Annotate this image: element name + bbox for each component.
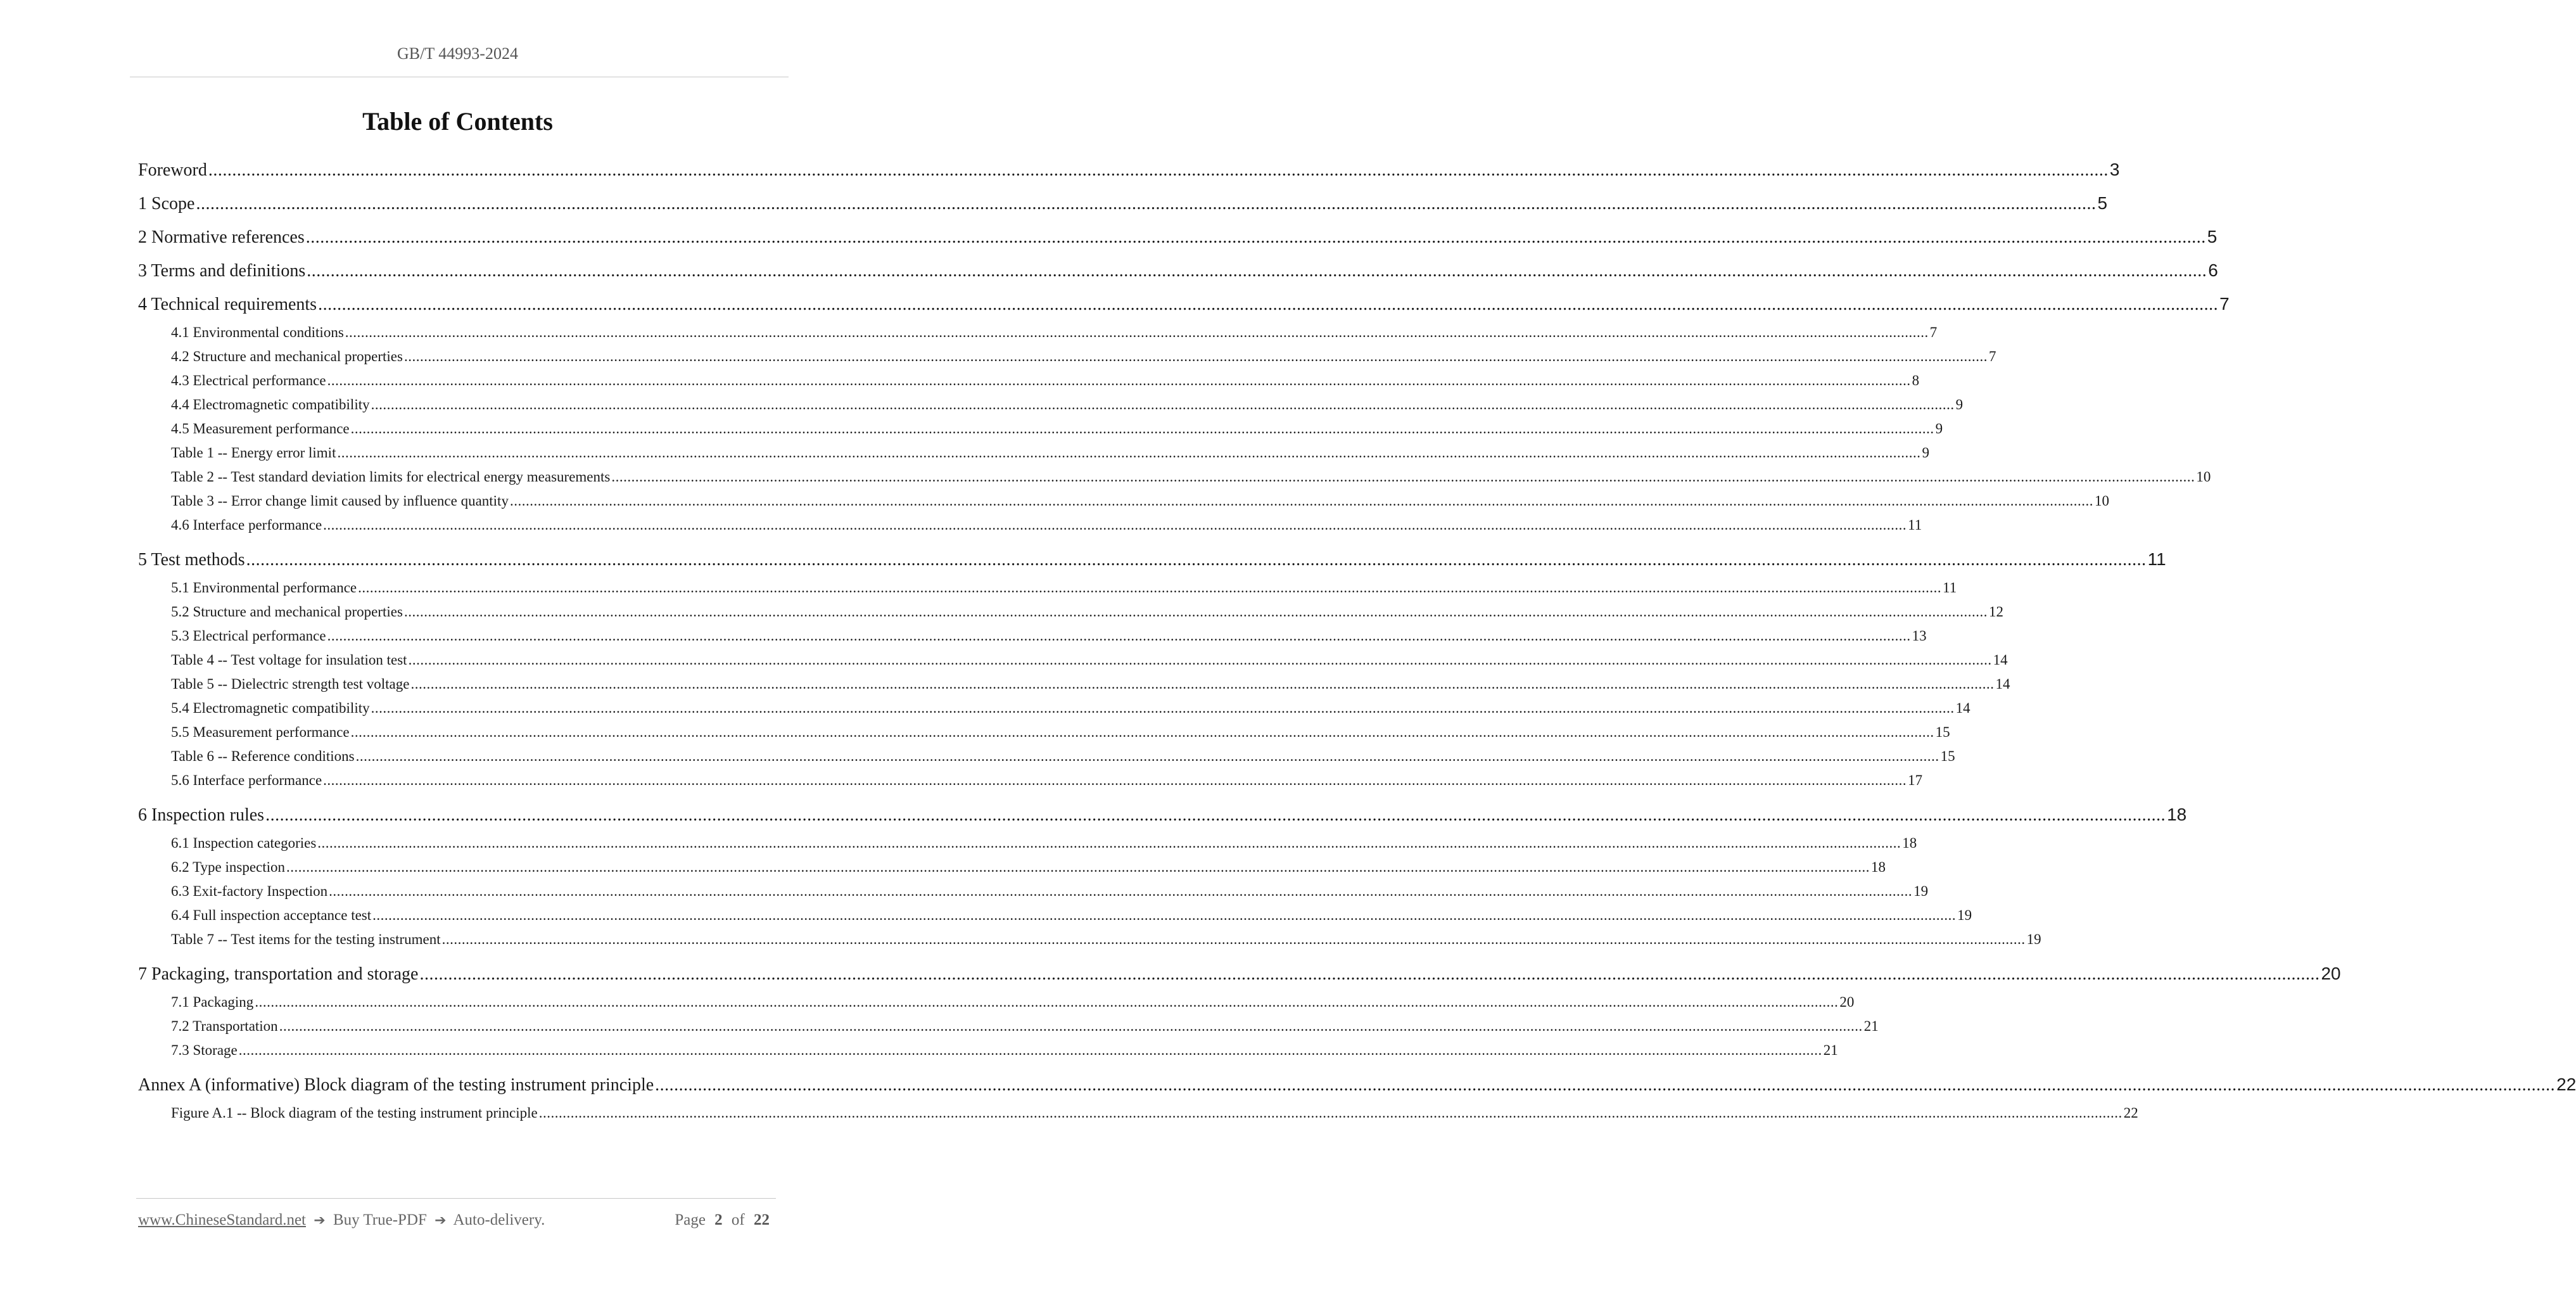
toc-page-number: 14 — [1995, 676, 2010, 692]
toc-entry-label: 7.3 Storage — [171, 1042, 238, 1058]
dot-leader: ................................................................................................................................................................................................................................................................................................................................................................................................................ — [329, 883, 1913, 899]
toc-page-number: 17 — [1908, 772, 1923, 788]
toc-entry-label: 6 Inspection rules — [138, 805, 265, 825]
toc-page-number: 22 — [2123, 1105, 2138, 1121]
dot-leader: ................................................................................................................................................................................................................................................................................................................................................................................................................ — [408, 652, 1992, 668]
footer-divider — [136, 1198, 776, 1199]
toc-entry-label: 5 Test methods — [138, 550, 245, 570]
toc-entry-label: 3 Terms and definitions — [138, 261, 306, 281]
toc-section-entry[interactable] — [138, 1069, 2576, 1102]
toc-subsection-entry[interactable] — [138, 698, 1970, 722]
toc-subsection-entry[interactable] — [138, 1102, 2138, 1126]
toc-entry-label: 4.5 Measurement performance — [171, 421, 350, 437]
toc-page-number: 15 — [1935, 724, 1950, 740]
dot-leader: ................................................................................................................................................................................................................................................................................................................................................................................................................ — [286, 859, 1870, 875]
dot-leader: ................................................................................................................................................................................................................................................................................................................................................................................................................ — [509, 493, 2093, 509]
dot-leader: ................................................................................................................................................................................................................................................................................................................................................................................................................ — [410, 676, 1995, 692]
toc-page-number: 7 — [2219, 294, 2230, 314]
toc-subsection-entry[interactable] — [138, 1016, 1879, 1040]
toc-page-number: 18 — [1871, 859, 1886, 875]
dot-leader: ................................................................................................................................................................................................................................................................................................................................................................................................................ — [345, 324, 1929, 340]
toc-page-number: 19 — [1913, 883, 1929, 899]
toc-entry-label: 4.1 Environmental conditions — [171, 324, 344, 340]
toc-subsection-entry[interactable] — [138, 649, 2008, 673]
dot-leader: ................................................................................................................................................................................................................................................................................................................................................................................................................ — [372, 907, 1957, 923]
dot-leader: ................................................................................................................................................................................................................................................................................................................................................................................................................ — [358, 580, 1942, 596]
toc-page-number: 22 — [2556, 1075, 2576, 1094]
toc-page-number: 20 — [2321, 964, 2341, 983]
toc-entry-label: 5.1 Environmental performance — [171, 580, 357, 596]
toc-section-entry[interactable] — [138, 799, 2187, 832]
dot-leader: ................................................................................................................................................................................................................................................................................................................................................................................................................ — [279, 1018, 1863, 1034]
dot-leader: ................................................................................................................................................................................................................................................................................................................................................................................................................ — [419, 964, 2320, 984]
dot-leader: ................................................................................................................................................................................................................................................................................................................................................................................................................ — [337, 445, 1921, 461]
toc-entry-label: Figure A.1 -- Block diagram of the testing instrument principle — [171, 1105, 538, 1121]
toc-section-entry[interactable] — [138, 255, 2218, 288]
toc-entry-label: 5.6 Interface performance — [171, 772, 322, 788]
toc-entry-label: 7 Packaging, transportation and storage — [138, 964, 419, 984]
toc-page-number: 9 — [1955, 397, 1964, 412]
toc-subsection-entry[interactable] — [138, 577, 1957, 601]
dot-leader: ................................................................................................................................................................................................................................................................................................................................................................................................................ — [371, 700, 1955, 716]
toc-subsection-entry[interactable] — [138, 992, 1855, 1016]
toc-page-number: 14 — [1955, 700, 1970, 716]
toc-subsection-entry[interactable] — [138, 722, 1950, 746]
toc-entry-label: 6.3 Exit-factory Inspection — [171, 883, 328, 899]
dot-leader: ................................................................................................................................................................................................................................................................................................................................................................................................................ — [265, 805, 2166, 825]
toc-entry-label: Table 4 -- Test voltage for insulation test — [171, 652, 407, 668]
auto-delivery-text: Auto-delivery. — [453, 1211, 545, 1228]
toc-subsection-entry[interactable] — [138, 442, 1929, 466]
toc-entry-label: 6.4 Full inspection acceptance test — [171, 907, 372, 923]
toc-section-entry[interactable] — [138, 221, 2218, 255]
dot-leader: ................................................................................................................................................................................................................................................................................................................................................................................................................ — [318, 295, 2219, 314]
page-word: Page — [675, 1211, 706, 1228]
toc-subsection-entry[interactable] — [138, 322, 1938, 346]
dot-leader: ................................................................................................................................................................................................................................................................................................................................................................................................................ — [403, 604, 1988, 620]
toc-entry-label: 5.3 Electrical performance — [171, 628, 326, 644]
toc-page-number: 15 — [1940, 748, 1955, 764]
toc-entry-label: 1 Scope — [138, 194, 195, 214]
toc-page-number: 19 — [2026, 931, 2041, 947]
toc-subsection-entry[interactable] — [138, 881, 1929, 905]
toc-entry-label: 4.6 Interface performance — [171, 517, 322, 533]
toc-page-number: 5 — [2207, 227, 2218, 246]
toc-subsection-entry[interactable] — [138, 746, 1955, 770]
dot-leader: ................................................................................................................................................................................................................................................................................................................................................................................................................ — [317, 835, 1901, 851]
toc-entry-label: Table 2 -- Test standard deviation limits for electrical energy measurements — [171, 469, 611, 485]
page-footer — [138, 1211, 775, 1229]
toc-entry-label: Table 5 -- Dielectric strength test voltage — [171, 676, 410, 692]
toc-section-entry[interactable] — [138, 288, 2230, 322]
toc-entry-label: 6.1 Inspection categories — [171, 835, 317, 851]
dot-leader: ................................................................................................................................................................................................................................................................................................................................................................................................................ — [611, 469, 2195, 485]
toc-section-entry[interactable] — [138, 188, 2108, 221]
toc-page-number: 5 — [2097, 193, 2108, 213]
toc-subsection-entry[interactable] — [138, 625, 1927, 649]
dot-leader: ................................................................................................................................................................................................................................................................................................................................................................................................................ — [238, 1042, 1822, 1058]
toc-page-number: 8 — [1912, 373, 1920, 388]
dot-leader: ................................................................................................................................................................................................................................................................................................................................................................................................................ — [323, 517, 1907, 533]
toc-title: Table of Contents — [362, 107, 553, 136]
toc-section-entry[interactable] — [138, 544, 2166, 577]
toc-page-number: 3 — [2109, 160, 2120, 179]
toc-entry-label: 5.4 Electromagnetic compatibility — [171, 700, 370, 716]
dot-leader: ................................................................................................................................................................................................................................................................................................................................................................................................................ — [196, 194, 2097, 214]
dot-leader: ................................................................................................................................................................................................................................................................................................................................................................................................................ — [246, 550, 2147, 570]
toc-entry-label: 6.2 Type inspection — [171, 859, 286, 875]
toc-entry-label: Annex A (informative) Block diagram of the testing instrument principle — [138, 1075, 654, 1095]
toc-section-entry[interactable] — [138, 958, 2341, 992]
toc-page-number: 11 — [2147, 549, 2166, 569]
dot-leader: ................................................................................................................................................................................................................................................................................................................................................................................................................ — [350, 724, 1934, 740]
toc-subsection-entry[interactable] — [138, 394, 1964, 418]
toc-subsection-entry[interactable] — [138, 418, 1943, 442]
toc-subsection-entry[interactable] — [138, 601, 2003, 625]
toc-entry-label: 4.2 Structure and mechanical properties — [171, 348, 403, 364]
toc-page-number: 18 — [1902, 835, 1917, 851]
toc-subsection-entry[interactable] — [138, 370, 1920, 394]
toc-page-number: 9 — [1922, 445, 1929, 461]
toc-page-number: 12 — [1988, 604, 2003, 620]
dot-leader: ................................................................................................................................................................................................................................................................................................................................................................................................................ — [355, 748, 1939, 764]
toc-entry-label: 4 Technical requirements — [138, 295, 317, 314]
dot-leader: ................................................................................................................................................................................................................................................................................................................................................................................................................ — [441, 931, 2026, 947]
toc-page-number: 11 — [1908, 517, 1922, 533]
document-header-id: GB/T 44993-2024 — [397, 44, 518, 63]
toc-entry-label: 4.4 Electromagnetic compatibility — [171, 397, 370, 412]
toc-page-number: 10 — [2196, 469, 2211, 485]
toc-entry-label: 4.3 Electrical performance — [171, 373, 326, 388]
dot-leader: ................................................................................................................................................................................................................................................................................................................................................................................................................ — [538, 1105, 2122, 1121]
toc-entry-label: Foreword — [138, 160, 207, 180]
toc-entry-label: 5.5 Measurement performance — [171, 724, 350, 740]
dot-leader: ................................................................................................................................................................................................................................................................................................................................................................................................................ — [371, 397, 1955, 412]
arrow-right-icon: ➔ — [435, 1213, 447, 1228]
toc-section-entry[interactable] — [138, 154, 2120, 188]
page-indicator — [675, 1211, 775, 1229]
toc-subsection-entry[interactable] — [138, 673, 2010, 698]
toc-entry-label: Table 3 -- Error change limit caused by influence quantity — [171, 493, 509, 509]
toc-subsection-entry[interactable] — [138, 514, 1922, 539]
footer-promo — [138, 1211, 545, 1229]
dot-leader: ................................................................................................................................................................................................................................................................................................................................................................................................................ — [403, 348, 1988, 364]
dot-leader: ................................................................................................................................................................................................................................................................................................................................................................................................................ — [208, 160, 2109, 180]
of-word: of — [731, 1211, 745, 1228]
dot-leader: ................................................................................................................................................................................................................................................................................................................................................................................................................ — [305, 227, 2206, 247]
toc-entry-label: 7.2 Transportation — [171, 1018, 278, 1034]
dot-leader: ................................................................................................................................................................................................................................................................................................................................................................................................................ — [350, 421, 1934, 437]
toc-entry-label: Table 6 -- Reference conditions — [171, 748, 355, 764]
toc-page-number: 13 — [1912, 628, 1927, 644]
dot-leader: ................................................................................................................................................................................................................................................................................................................................................................................................................ — [307, 261, 2207, 281]
toc-entry-label: Table 1 -- Energy error limit — [171, 445, 336, 461]
toc-subsection-entry[interactable] — [138, 346, 1996, 370]
toc-page-number: 14 — [1993, 652, 2008, 668]
toc-subsection-entry[interactable] — [138, 832, 1917, 857]
toc-page-number: 19 — [1957, 907, 1972, 923]
toc-subsection-entry[interactable] — [138, 1040, 1838, 1064]
dot-leader: ................................................................................................................................................................................................................................................................................................................................................................................................................ — [655, 1075, 2556, 1095]
arrow-right-icon: ➔ — [314, 1213, 326, 1228]
toc-page-number: 20 — [1839, 994, 1855, 1010]
toc-subsection-entry[interactable] — [138, 490, 2109, 514]
toc-subsection-entry[interactable] — [138, 929, 2041, 953]
dot-leader: ................................................................................................................................................................................................................................................................................................................................................................................................................ — [327, 628, 1911, 644]
toc-subsection-entry[interactable] — [138, 857, 1886, 881]
toc-page-number: 10 — [2094, 493, 2109, 509]
toc-entry-label: 2 Normative references — [138, 227, 305, 247]
toc-entry-label: 7.1 Packaging — [171, 994, 254, 1010]
total-page-count: 22 — [754, 1211, 770, 1228]
toc-page-number: 21 — [1823, 1042, 1838, 1058]
current-page-number: 2 — [714, 1211, 723, 1228]
toc-page-number: 7 — [1929, 324, 1938, 340]
toc-subsection-entry[interactable] — [138, 466, 2211, 490]
toc-entry-label: Table 7 -- Test items for the testing instrument — [171, 931, 441, 947]
toc-subsection-entry[interactable] — [138, 905, 1972, 929]
dot-leader: ................................................................................................................................................................................................................................................................................................................................................................................................................ — [323, 772, 1907, 788]
toc-page-number: 11 — [1943, 580, 1957, 596]
toc-entry-label: 5.2 Structure and mechanical properties — [171, 604, 403, 620]
toc-page-number: 7 — [1988, 348, 1996, 364]
toc-subsection-entry[interactable] — [138, 770, 1923, 794]
site-link[interactable]: www.ChineseStandard.net — [138, 1211, 306, 1228]
dot-leader: ................................................................................................................................................................................................................................................................................................................................................................................................................ — [327, 373, 1911, 388]
table-of-contents — [138, 154, 2576, 1126]
toc-page-number: 9 — [1935, 421, 1943, 437]
toc-page-number: 21 — [1863, 1018, 1879, 1034]
dot-leader: ................................................................................................................................................................................................................................................................................................................................................................................................................ — [255, 994, 1839, 1010]
toc-page-number: 18 — [2167, 805, 2187, 824]
toc-page-number: 6 — [2208, 260, 2218, 280]
buy-pdf-text: Buy True-PDF — [333, 1211, 427, 1228]
